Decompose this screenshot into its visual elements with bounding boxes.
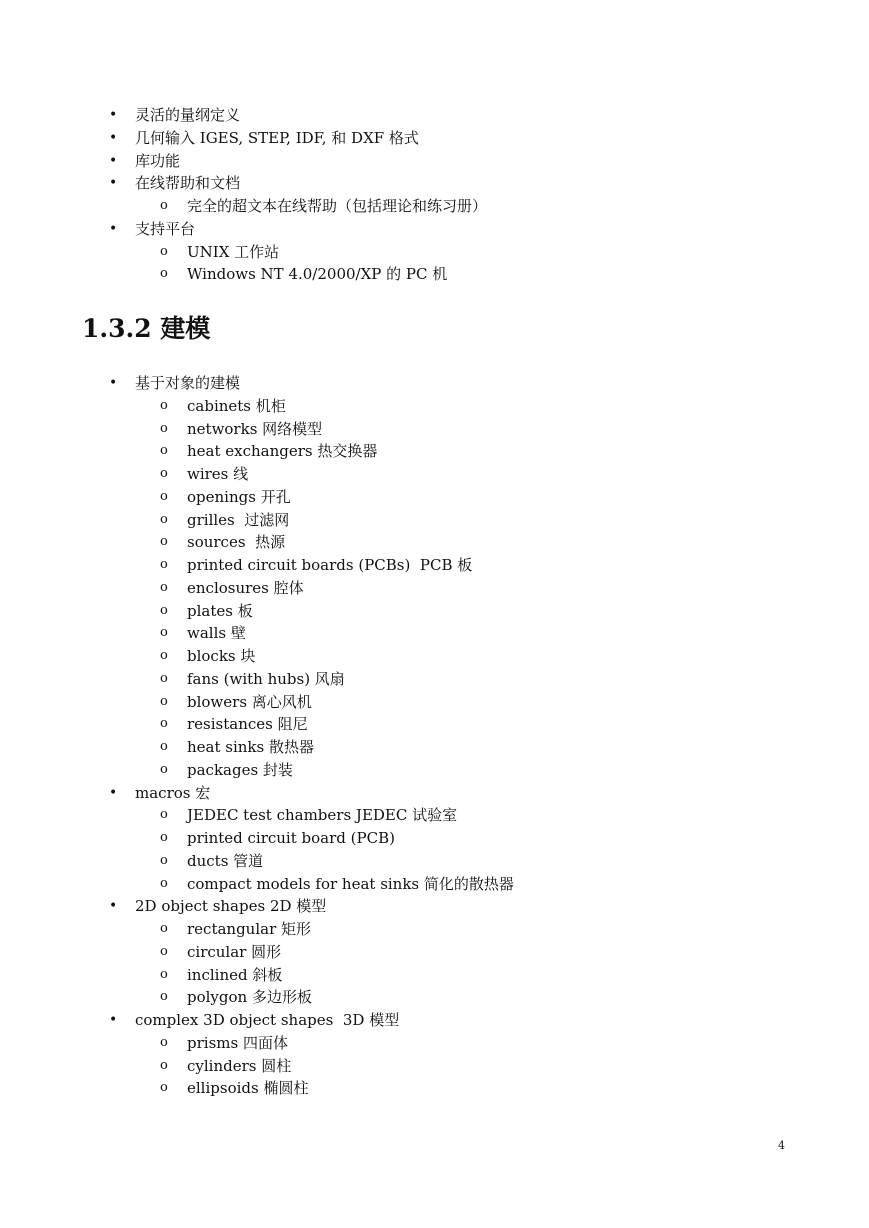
bullet-circle-icon: o xyxy=(160,966,168,982)
item-text: 在线帮助和文档 xyxy=(135,174,241,193)
sub-bullet-item xyxy=(0,1077,514,1100)
sub-bullet-item xyxy=(0,1032,514,1055)
bullet-item xyxy=(0,1009,514,1032)
item-text: enclosures 腔体 xyxy=(187,578,304,597)
bullet-item xyxy=(0,104,487,127)
bullet-circle-icon: o xyxy=(160,716,168,732)
bullet-circle-icon: o xyxy=(160,243,168,259)
sub-bullet-item xyxy=(0,804,514,827)
sub-bullet-item xyxy=(0,941,514,964)
sub-bullet-item xyxy=(0,531,514,554)
bullet-circle-icon: o xyxy=(160,852,168,868)
item-text: sources 热源 xyxy=(187,533,286,552)
item-text: printed circuit board (PCB) xyxy=(187,829,395,847)
sub-bullet-item xyxy=(0,509,514,532)
sub-bullet-item xyxy=(0,759,514,782)
item-text: heat sinks 散热器 xyxy=(187,738,314,756)
bullet-circle-icon: o xyxy=(160,602,168,618)
bullet-circle-icon: o xyxy=(160,648,168,663)
bullet-dot-icon: • xyxy=(109,129,118,146)
sub-bullet-item xyxy=(0,827,514,850)
item-text: networks 网络模型 xyxy=(187,419,323,438)
item-text: circular 圆形 xyxy=(187,942,282,961)
bullet-item xyxy=(0,372,514,395)
sub-bullet-item xyxy=(0,463,514,486)
sub-bullet-item xyxy=(0,713,514,736)
item-text: ellipsoids 椭圆柱 xyxy=(187,1079,309,1098)
item-text: 几何输入 IGES, STEP, IDF, 和 DXF 格式 xyxy=(135,128,419,147)
item-text: prisms 四面体 xyxy=(187,1033,288,1052)
item-text: printed circuit boards (PCBs) PCB 板 xyxy=(187,556,473,574)
bullet-circle-icon: o xyxy=(160,557,168,572)
item-text: blocks 块 xyxy=(187,647,256,665)
item-text: 支持平台 xyxy=(135,219,196,238)
bullet-circle-icon: o xyxy=(160,761,168,777)
sub-bullet-item xyxy=(0,918,514,941)
item-text: 完全的超文本在线帮助（包括理论和练习册） xyxy=(187,197,488,215)
bullet-circle-icon: o xyxy=(160,579,168,595)
item-text: inclined 斜板 xyxy=(187,965,283,984)
sub-bullet-item xyxy=(0,486,514,509)
modeling-list xyxy=(0,372,514,1100)
item-text: 灵活的量纲定义 xyxy=(135,106,241,124)
bullet-circle-icon: o xyxy=(160,443,168,459)
bullet-circle-icon: o xyxy=(160,534,168,550)
item-text: macros 宏 xyxy=(135,783,211,802)
bullet-circle-icon: o xyxy=(160,921,168,936)
sub-bullet-item xyxy=(0,440,514,463)
bullet-dot-icon: • xyxy=(109,1012,118,1028)
page-number: 4 xyxy=(778,1139,785,1152)
item-text: wires 线 xyxy=(187,465,249,483)
sub-bullet-item xyxy=(0,986,514,1009)
sub-bullet-item xyxy=(0,622,514,645)
bullet-item xyxy=(0,218,487,241)
item-text: 库功能 xyxy=(135,151,181,170)
sub-bullet-item xyxy=(0,736,514,759)
item-text: JEDEC test chambers JEDEC 试验室 xyxy=(187,806,458,825)
bullet-dot-icon: • xyxy=(109,784,118,801)
bullet-circle-icon: o xyxy=(160,397,168,413)
bullet-circle-icon: o xyxy=(160,198,168,213)
item-text: openings 开孔 xyxy=(187,487,291,506)
bullet-circle-icon: o xyxy=(160,1034,168,1050)
bullet-item xyxy=(0,172,487,195)
bullet-circle-icon: o xyxy=(160,420,168,436)
sub-bullet-item xyxy=(0,964,514,987)
bullet-circle-icon: o xyxy=(160,693,168,709)
feature-list xyxy=(0,104,487,286)
bullet-circle-icon: o xyxy=(160,266,168,282)
bullet-dot-icon: • xyxy=(109,375,118,391)
sub-bullet-item xyxy=(0,241,487,264)
item-text: resistances 阻尼 xyxy=(187,715,308,734)
item-text: packages 封装 xyxy=(187,760,293,779)
bullet-circle-icon: o xyxy=(160,511,168,527)
sub-bullet-item xyxy=(0,1055,514,1078)
bullet-circle-icon: o xyxy=(160,830,168,845)
bullet-dot-icon: • xyxy=(109,152,118,169)
item-text: ducts 管道 xyxy=(187,851,264,870)
sub-bullet-item xyxy=(0,263,487,286)
item-text: compact models for heat sinks 简化的散热器 xyxy=(187,874,514,893)
sub-bullet-item xyxy=(0,850,514,873)
item-text: cylinders 圆柱 xyxy=(187,1056,292,1075)
bullet-item xyxy=(0,895,514,918)
bullet-circle-icon: o xyxy=(160,625,168,641)
item-text: complex 3D object shapes 3D 模型 xyxy=(135,1011,400,1029)
sub-bullet-item xyxy=(0,418,514,441)
item-text: rectangular 矩形 xyxy=(187,920,312,938)
bullet-circle-icon: o xyxy=(160,807,168,823)
sub-bullet-item xyxy=(0,691,514,714)
sub-bullet-item xyxy=(0,195,487,218)
bullet-dot-icon: • xyxy=(109,898,118,915)
sub-bullet-item xyxy=(0,554,514,577)
item-text: heat exchangers 热交换器 xyxy=(187,442,378,461)
bullet-dot-icon: • xyxy=(109,175,118,192)
item-text: walls 壁 xyxy=(187,624,246,643)
bullet-circle-icon: o xyxy=(160,875,168,891)
item-text: fans (with hubs) 风扇 xyxy=(187,669,345,688)
item-text: 基于对象的建模 xyxy=(135,374,241,392)
bullet-dot-icon: • xyxy=(109,220,118,237)
bullet-item xyxy=(0,150,487,173)
item-text: polygon 多边形板 xyxy=(187,988,312,1007)
bullet-circle-icon: o xyxy=(160,1057,168,1073)
bullet-circle-icon: o xyxy=(160,989,168,1005)
item-text: cabinets 机柜 xyxy=(187,396,286,415)
bullet-circle-icon: o xyxy=(160,1080,168,1096)
sub-bullet-item xyxy=(0,668,514,691)
sub-bullet-item xyxy=(0,645,514,668)
item-text: UNIX 工作站 xyxy=(187,242,280,261)
bullet-circle-icon: o xyxy=(160,488,168,504)
item-text: grilles 过滤网 xyxy=(187,510,290,529)
item-text: plates 板 xyxy=(187,601,253,620)
item-text: Windows NT 4.0/2000/XP 的 PC 机 xyxy=(187,265,448,284)
bullet-dot-icon: • xyxy=(109,107,118,123)
bullet-item xyxy=(0,782,514,805)
item-text: 2D object shapes 2D 模型 xyxy=(135,897,327,916)
bullet-circle-icon: o xyxy=(160,466,168,481)
sub-bullet-item xyxy=(0,873,514,896)
bullet-circle-icon: o xyxy=(160,943,168,959)
sub-bullet-item xyxy=(0,577,514,600)
sub-bullet-item xyxy=(0,600,514,623)
sub-bullet-item xyxy=(0,395,514,418)
section-heading: 1.3.2 建模 xyxy=(82,314,211,343)
bullet-item xyxy=(0,127,487,150)
bullet-circle-icon: o xyxy=(160,670,168,686)
item-text: blowers 离心风机 xyxy=(187,692,312,711)
bullet-circle-icon: o xyxy=(160,739,168,754)
